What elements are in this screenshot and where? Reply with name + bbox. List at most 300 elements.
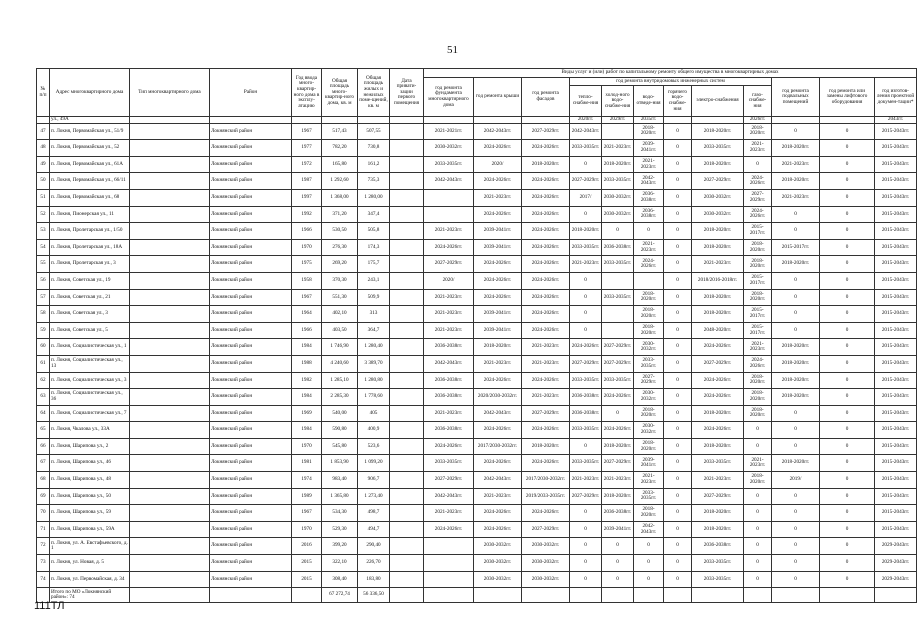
- table-row: [37, 173, 917, 190]
- cell-district: Локнянский район: [210, 555, 292, 572]
- cell-heat: 2017/: [570, 189, 602, 206]
- cell-heat: 2033-2035гг.: [570, 239, 602, 256]
- cell-num: 62: [37, 372, 50, 389]
- cell-privatization: [390, 239, 424, 256]
- cell-area-total: 782,20: [322, 140, 358, 157]
- cell-heat: 0: [570, 272, 602, 289]
- cell-basement: 2018-2020гг.: [772, 372, 820, 389]
- cell-facade: 2030-2032гг.: [522, 571, 570, 588]
- cell-facade: 2024-2026гг.: [522, 239, 570, 256]
- cell-area-total: 165,80: [322, 156, 358, 173]
- cell-basement: 0: [772, 571, 820, 588]
- cell-year: 2016: [292, 538, 322, 555]
- cell-privatization: [390, 555, 424, 572]
- cell-electric: 2048-2020гг.: [692, 322, 744, 339]
- cell-facade: 2024-2026гг.: [522, 272, 570, 289]
- cell-type: [130, 505, 210, 522]
- header-facade: год ремонта фасадов: [522, 78, 570, 117]
- cell-type: [130, 239, 210, 256]
- cell-facade: 2017/2030-2032гг.: [522, 472, 570, 489]
- cell-year: 1967: [292, 123, 322, 140]
- cell-elevator: 0: [820, 488, 875, 505]
- cell-roof: 2042-2043гг.: [474, 123, 522, 140]
- cell-address: п. Локня, Пролетарская ул., 3: [50, 256, 130, 273]
- header-district: Район: [210, 69, 292, 117]
- cell-area-total: 540,00: [322, 405, 358, 422]
- cell-design: 2015-2043гг.: [875, 472, 917, 489]
- cell-cold-water: [602, 322, 634, 339]
- cell-basement: 2015-2017гг.: [772, 239, 820, 256]
- cell-cold-water: 2033-2035гг.: [602, 256, 634, 273]
- header-hot-water: горячего водо-снабже-ния: [664, 86, 692, 117]
- cell-electric: 2024-2026гг.: [692, 389, 744, 406]
- cell-basement: 0: [772, 538, 820, 555]
- cell-type: [130, 472, 210, 489]
- cell-year: 1975: [292, 256, 322, 273]
- cell-gas: 0: [744, 555, 772, 572]
- cell-address: п. Локня, Шарипова ул., 48: [50, 472, 130, 489]
- cell-heat: 2033-2035гг.: [570, 140, 602, 157]
- cell-design: 2015-2043гг.: [875, 123, 917, 140]
- cell-address: п. Локня, Первомайская ул., 51/9: [50, 123, 130, 140]
- cell-type: [130, 206, 210, 223]
- cell-foundation: 2021-2021гг.: [424, 123, 474, 140]
- cell-sewer: 2024-2026гг.: [634, 256, 664, 273]
- cell-electric: 2021-2023гг.: [692, 256, 744, 273]
- cell-type: [130, 555, 210, 572]
- cell-gas: 2018-2020гг.: [744, 472, 772, 489]
- cell-num: 47: [37, 123, 50, 140]
- cell-area-total: 269,20: [322, 256, 358, 273]
- cell-num: 55: [37, 256, 50, 273]
- cell-year: 1964: [292, 306, 322, 323]
- cell-electric: 2024-2026гг.: [692, 422, 744, 439]
- cell-cold-water: 2033-2035гг.: [602, 289, 634, 306]
- table-row: [37, 322, 917, 339]
- cell-foundation: 2042-2043гг.: [424, 488, 474, 505]
- cell-design: 2015-2043гг.: [875, 339, 917, 356]
- cell-area-residential: 364,7: [358, 322, 390, 339]
- cell-privatization: [390, 571, 424, 588]
- cell-elevator: 0: [820, 505, 875, 522]
- cell-address: п. Локня, Советская ул., 3: [50, 306, 130, 323]
- cell-year: 2015: [292, 571, 322, 588]
- cell-year: 1966: [292, 322, 322, 339]
- cell-privatization: [390, 223, 424, 240]
- cell-roof: 2021-2023гг.: [474, 488, 522, 505]
- cell-area-residential: 507,55: [358, 123, 390, 140]
- cell-electric: 2030-2032гг.: [692, 189, 744, 206]
- cell-year: 1997: [292, 189, 322, 206]
- cell-district: Локнянский район: [210, 538, 292, 555]
- cell-gas: 2021-2023гг.: [744, 455, 772, 472]
- cell-privatization: [390, 438, 424, 455]
- cell-gas: 0: [744, 538, 772, 555]
- cell-address: п. Локня, Чкалова ул., 33А: [50, 422, 130, 439]
- cell-facade: 2024-2026гг.: [522, 505, 570, 522]
- total-row: [37, 588, 917, 603]
- cell-privatization: [390, 206, 424, 223]
- cell-district: Локнянский район: [210, 223, 292, 240]
- prev-design: 2043гг.: [875, 117, 917, 124]
- cell-area-total: 403,50: [322, 322, 358, 339]
- cell-sewer: [634, 272, 664, 289]
- cell-year: 1966: [292, 223, 322, 240]
- cell-facade: 2024-2026гг.: [522, 223, 570, 240]
- cell-num: 49: [37, 156, 50, 173]
- header-electric: электро-снабжения: [692, 86, 744, 117]
- cell-roof: 2024-2026гг.: [474, 272, 522, 289]
- cell-address: п. Локня, Первомайская ул., 61А: [50, 156, 130, 173]
- cell-facade: 2027-2029гг.: [522, 405, 570, 422]
- cell-hot-water: 0: [664, 372, 692, 389]
- table-row: [37, 289, 917, 306]
- cell-design: 2015-2043гг.: [875, 355, 917, 372]
- cell-heat: 0: [570, 505, 602, 522]
- cell-area-total: 1 746,90: [322, 339, 358, 356]
- header-address: Адрес многоквартирного дома: [50, 69, 130, 117]
- cell-gas: 2018-2020гг.: [744, 123, 772, 140]
- cell-address: п. Локня, Социалистическая ул., 1: [50, 339, 130, 356]
- cell-gas: 2024-2026гг.: [744, 173, 772, 190]
- cell-heat: 2036-2038гг.: [570, 405, 602, 422]
- cell-type: [130, 488, 210, 505]
- cell-num: 60: [37, 339, 50, 356]
- cell-basement: 0: [772, 555, 820, 572]
- table-row: [37, 505, 917, 522]
- cell-year: 1970: [292, 438, 322, 455]
- table-body: [37, 117, 917, 588]
- cell-hot-water: 0: [664, 472, 692, 489]
- cell-district: Локнянский район: [210, 505, 292, 522]
- cell-gas: 2021-2023гг.: [744, 339, 772, 356]
- cell-roof: 2039-2041гг.: [474, 322, 522, 339]
- header-num: № п/п: [37, 69, 50, 117]
- cell-electric: 2027-2029гг.: [692, 173, 744, 190]
- cell-district: Локнянский район: [210, 123, 292, 140]
- cell-type: [130, 438, 210, 455]
- header-gas: газо-снабже-ния: [744, 86, 772, 117]
- cell-design: 2015-2043гг.: [875, 189, 917, 206]
- cell-address: п. Локня, Пролетарская ул., 1/50: [50, 223, 130, 240]
- cell-foundation: 2042-2043гг.: [424, 355, 474, 372]
- cell-year: 1992: [292, 206, 322, 223]
- cell-electric: 2021-2023гг.: [692, 472, 744, 489]
- cell-heat: 2033-2035гг.: [570, 455, 602, 472]
- cell-elevator: 0: [820, 438, 875, 455]
- cell-area-residential: 505,8: [358, 223, 390, 240]
- cell-design: 2015-2043гг.: [875, 223, 917, 240]
- cell-district: Локнянский район: [210, 189, 292, 206]
- cell-cold-water: 0: [602, 555, 634, 572]
- total-area-residential: 56 336,50: [358, 588, 390, 603]
- cell-facade: 2024-2026гг.: [522, 173, 570, 190]
- cell-year: 1984: [292, 389, 322, 406]
- cell-area-total: 371,20: [322, 206, 358, 223]
- cell-facade: 2027-2029гг.: [522, 123, 570, 140]
- cell-electric: 2018-2020гг.: [692, 405, 744, 422]
- cell-num: 51: [37, 189, 50, 206]
- table-row: [37, 372, 917, 389]
- cell-num: 59: [37, 322, 50, 339]
- cell-num: 56: [37, 272, 50, 289]
- cell-sewer: 2042-2043гг.: [634, 521, 664, 538]
- cell-hot-water: 0: [664, 156, 692, 173]
- cell-num: 69: [37, 488, 50, 505]
- cell-foundation: 2027-2029гг.: [424, 256, 474, 273]
- cell-year: 1984: [292, 339, 322, 356]
- cell-foundation: 2024-2026гг.: [424, 239, 474, 256]
- cell-sewer: 2018-2020гг.: [634, 289, 664, 306]
- cell-cold-water: [602, 272, 634, 289]
- cell-basement: 0: [772, 123, 820, 140]
- cell-year: 2015: [292, 555, 322, 572]
- cell-address: п. Локня, Социалистическая ул., 13: [50, 355, 130, 372]
- header-privatization-date: Дата привати-зации первого помещения: [390, 69, 424, 117]
- cell-privatization: [390, 405, 424, 422]
- cell-num: 53: [37, 223, 50, 240]
- cell-sewer: 2021-2023гг.: [634, 472, 664, 489]
- table-row: [37, 455, 917, 472]
- table-row: [37, 256, 917, 273]
- cell-hot-water: 0: [664, 521, 692, 538]
- table-row: [37, 306, 917, 323]
- cell-elevator: 0: [820, 256, 875, 273]
- header-basement: год ремонта подвальных помещений: [772, 78, 820, 117]
- table-row: [37, 339, 917, 356]
- cell-year: 1958: [292, 272, 322, 289]
- cell-roof: 2024-2026гг.: [474, 372, 522, 389]
- cell-design: 2015-2043гг.: [875, 206, 917, 223]
- cell-privatization: [390, 372, 424, 389]
- cell-type: [130, 322, 210, 339]
- cell-electric: 2018-2020гг.: [692, 223, 744, 240]
- cell-district: Локнянский район: [210, 306, 292, 323]
- cell-type: [130, 156, 210, 173]
- header-sewer: водо-отведе-ния: [634, 86, 664, 117]
- cell-electric: 2018-2020гг.: [692, 289, 744, 306]
- header-foundation: год ремонта фундамента многоквартирного дома: [424, 78, 474, 117]
- header-area-total: Общая площадь много-квартир-ного дома, кв. м: [322, 69, 358, 117]
- cell-cold-water: 2027-2029гг.: [602, 455, 634, 472]
- cell-cold-water: 2021-2023гг.: [602, 472, 634, 489]
- cell-district: Локнянский район: [210, 339, 292, 356]
- cell-heat: 0: [570, 521, 602, 538]
- cell-sewer: 2027-2029гг.: [634, 372, 664, 389]
- cell-district: Локнянский район: [210, 173, 292, 190]
- cell-gas: 2018-2020гг.: [744, 289, 772, 306]
- cell-facade: 2024-2026гг.: [522, 306, 570, 323]
- cell-num: 58: [37, 306, 50, 323]
- cell-address: п. Локня, Советская ул., 5: [50, 322, 130, 339]
- cell-design: 2015-2043гг.: [875, 256, 917, 273]
- cell-address: п. Локня, ул. Новая, д. 5: [50, 555, 130, 572]
- cell-roof: 2021-2023гг.: [474, 355, 522, 372]
- cell-heat: 2021-2023гг.: [570, 472, 602, 489]
- cell-area-total: 1 368,00: [322, 189, 358, 206]
- cell-type: [130, 389, 210, 406]
- cell-address: п. Локня, Шарипова ул., 46: [50, 455, 130, 472]
- cell-basement: 0: [772, 488, 820, 505]
- header-heat: тепло-снабже-ния: [570, 86, 602, 117]
- header-roof: год ремонта крыши: [474, 78, 522, 117]
- cell-elevator: 0: [820, 405, 875, 422]
- cell-privatization: [390, 505, 424, 522]
- table-total: [37, 588, 917, 603]
- cell-roof: 2018-2020гг.: [474, 339, 522, 356]
- cell-type: [130, 405, 210, 422]
- cell-year: 1988: [292, 355, 322, 372]
- cell-sewer: 2039-2041гг.: [634, 455, 664, 472]
- cell-roof: 2024-2026гг.: [474, 289, 522, 306]
- cell-district: Локнянский район: [210, 256, 292, 273]
- page-number: 51: [447, 44, 458, 56]
- cell-hot-water: 0: [664, 389, 692, 406]
- cell-address: п. Локня, Первомайская ул., 66/11: [50, 173, 130, 190]
- header-area-residential: Общая площадь жилых и нежилых поме-щений, кв. м: [358, 69, 390, 117]
- cell-address: п. Локня, Социалистическая ул., 36: [50, 389, 130, 406]
- cell-basement: 0: [772, 272, 820, 289]
- cell-year: 1969: [292, 405, 322, 422]
- cell-design: 2029-2043гг.: [875, 555, 917, 572]
- cell-year: 1967: [292, 289, 322, 306]
- footer-code: 111ТЛ: [34, 600, 65, 612]
- cell-heat: 2042-2043гг.: [570, 123, 602, 140]
- cell-type: [130, 223, 210, 240]
- cell-heat: 0: [570, 206, 602, 223]
- cell-basement: 2018-2020гг.: [772, 140, 820, 157]
- cell-heat: 0: [570, 306, 602, 323]
- cell-roof: 2024-2026гг.: [474, 140, 522, 157]
- cell-basement: 0: [772, 322, 820, 339]
- cell-cold-water: 0: [602, 538, 634, 555]
- header-type: Тип многоквартирного дома: [130, 69, 210, 117]
- cell-num: 61: [37, 355, 50, 372]
- header-systems-group: год ремонта внутридомовых инженерных систем: [570, 78, 772, 86]
- table-row: [37, 189, 917, 206]
- cell-district: Локнянский район: [210, 438, 292, 455]
- cell-electric: 2024-2026гг.: [692, 372, 744, 389]
- cell-heat: 2021-2023гг.: [570, 256, 602, 273]
- cell-basement: 2018-2020гг.: [772, 339, 820, 356]
- cell-gas: 2018-2020гг.: [744, 405, 772, 422]
- cell-foundation: [424, 189, 474, 206]
- cell-area-total: 551,30: [322, 289, 358, 306]
- table-row: [37, 538, 917, 555]
- cell-area-total: 370,30: [322, 272, 358, 289]
- cell-sewer: 2021-2023гг.: [634, 239, 664, 256]
- cell-num: 54: [37, 239, 50, 256]
- cell-cold-water: 2018-2020гг.: [602, 156, 634, 173]
- cell-num: 48: [37, 140, 50, 157]
- cell-district: Локнянский район: [210, 206, 292, 223]
- cell-facade: 2021-2023гг.: [522, 355, 570, 372]
- cell-num: 50: [37, 173, 50, 190]
- cell-sewer: 2018-2020гг.: [634, 123, 664, 140]
- cell-basement: 2018-2020гг.: [772, 455, 820, 472]
- cell-area-total: 308,40: [322, 571, 358, 588]
- cell-cold-water: 2039-2041гг.: [602, 521, 634, 538]
- cell-area-residential: 1 273,40: [358, 488, 390, 505]
- cell-address: п. Локня, Пролетарская ул., 18А: [50, 239, 130, 256]
- cell-facade: 2027-2029гг.: [522, 521, 570, 538]
- cell-privatization: [390, 123, 424, 140]
- cell-area-residential: 183,80: [358, 571, 390, 588]
- cell-cold-water: 0: [602, 405, 634, 422]
- cell-foundation: 2024-2026гг.: [424, 438, 474, 455]
- cell-basement: 2019/: [772, 472, 820, 489]
- cell-privatization: [390, 521, 424, 538]
- cell-hot-water: 0: [664, 488, 692, 505]
- cell-address: п. Локня, Шарипова ул., 59: [50, 505, 130, 522]
- cell-area-residential: 226,70: [358, 555, 390, 572]
- cell-district: Локнянский район: [210, 239, 292, 256]
- cell-heat: 2027-2029гг.: [570, 488, 602, 505]
- cell-electric: 2018-2020гг.: [692, 521, 744, 538]
- cell-roof: 2024-2026гг.: [474, 455, 522, 472]
- cell-basement: 2018-2020гг.: [772, 389, 820, 406]
- cell-roof: 2039-2041гг.: [474, 223, 522, 240]
- cell-foundation: 2021-2023гг.: [424, 289, 474, 306]
- cell-foundation: 2036-2038гг.: [424, 422, 474, 439]
- prev-sewer: 2035гг.: [634, 117, 664, 124]
- cell-facade: 2024-2026гг.: [522, 422, 570, 439]
- cell-area-residential: 1 099,20: [358, 455, 390, 472]
- cell-hot-water: 0: [664, 505, 692, 522]
- cell-facade: 2030-2032гг.: [522, 555, 570, 572]
- cell-gas: 2018-2020гг.: [744, 256, 772, 273]
- cell-sewer: 2030-2032гг.: [634, 389, 664, 406]
- cell-facade: 2018-2020гг.: [522, 438, 570, 455]
- cell-address: п. Локня, Социалистическая ул., 3: [50, 372, 130, 389]
- cell-basement: 2018-2020гг.: [772, 173, 820, 190]
- cell-hot-water: 0: [664, 173, 692, 190]
- cell-area-residential: 730,8: [358, 140, 390, 157]
- cell-district: Локнянский район: [210, 521, 292, 538]
- table-row: [37, 389, 917, 406]
- cell-electric: 2018-2020гг.: [692, 306, 744, 323]
- cell-cold-water: 2024-2026гг.: [602, 422, 634, 439]
- cell-district: Локнянский район: [210, 571, 292, 588]
- cell-area-residential: 405: [358, 405, 390, 422]
- cell-elevator: 0: [820, 239, 875, 256]
- header-design: год изготов-ления проектной докумен-тации*: [875, 78, 917, 117]
- cell-hot-water: 0: [664, 355, 692, 372]
- cell-heat: 0: [570, 289, 602, 306]
- cell-design: 2015-2043гг.: [875, 389, 917, 406]
- cell-area-residential: 400,9: [358, 422, 390, 439]
- cell-type: [130, 173, 210, 190]
- cell-address: п. Локня, Пионерская ул., 11: [50, 206, 130, 223]
- cell-cold-water: 2030-2032гг.: [602, 206, 634, 223]
- cell-district: Локнянский район: [210, 289, 292, 306]
- cell-foundation: [424, 571, 474, 588]
- cell-area-residential: 735,3: [358, 173, 390, 190]
- cell-electric: 2018-2020гг.: [692, 156, 744, 173]
- cell-electric: 2018-2020гг.: [692, 505, 744, 522]
- cell-heat: 0: [570, 571, 602, 588]
- cell-area-residential: 175,7: [358, 256, 390, 273]
- cell-privatization: [390, 339, 424, 356]
- cell-electric: 2027-2029гг.: [692, 355, 744, 372]
- cell-area-total: 1 365,80: [322, 488, 358, 505]
- cell-design: 2015-2043гг.: [875, 322, 917, 339]
- cell-area-total: 529,30: [322, 521, 358, 538]
- table-row: [37, 472, 917, 489]
- table-row: [37, 223, 917, 240]
- cell-facade: 2024-2026гг.: [522, 256, 570, 273]
- cell-design: 2015-2043гг.: [875, 438, 917, 455]
